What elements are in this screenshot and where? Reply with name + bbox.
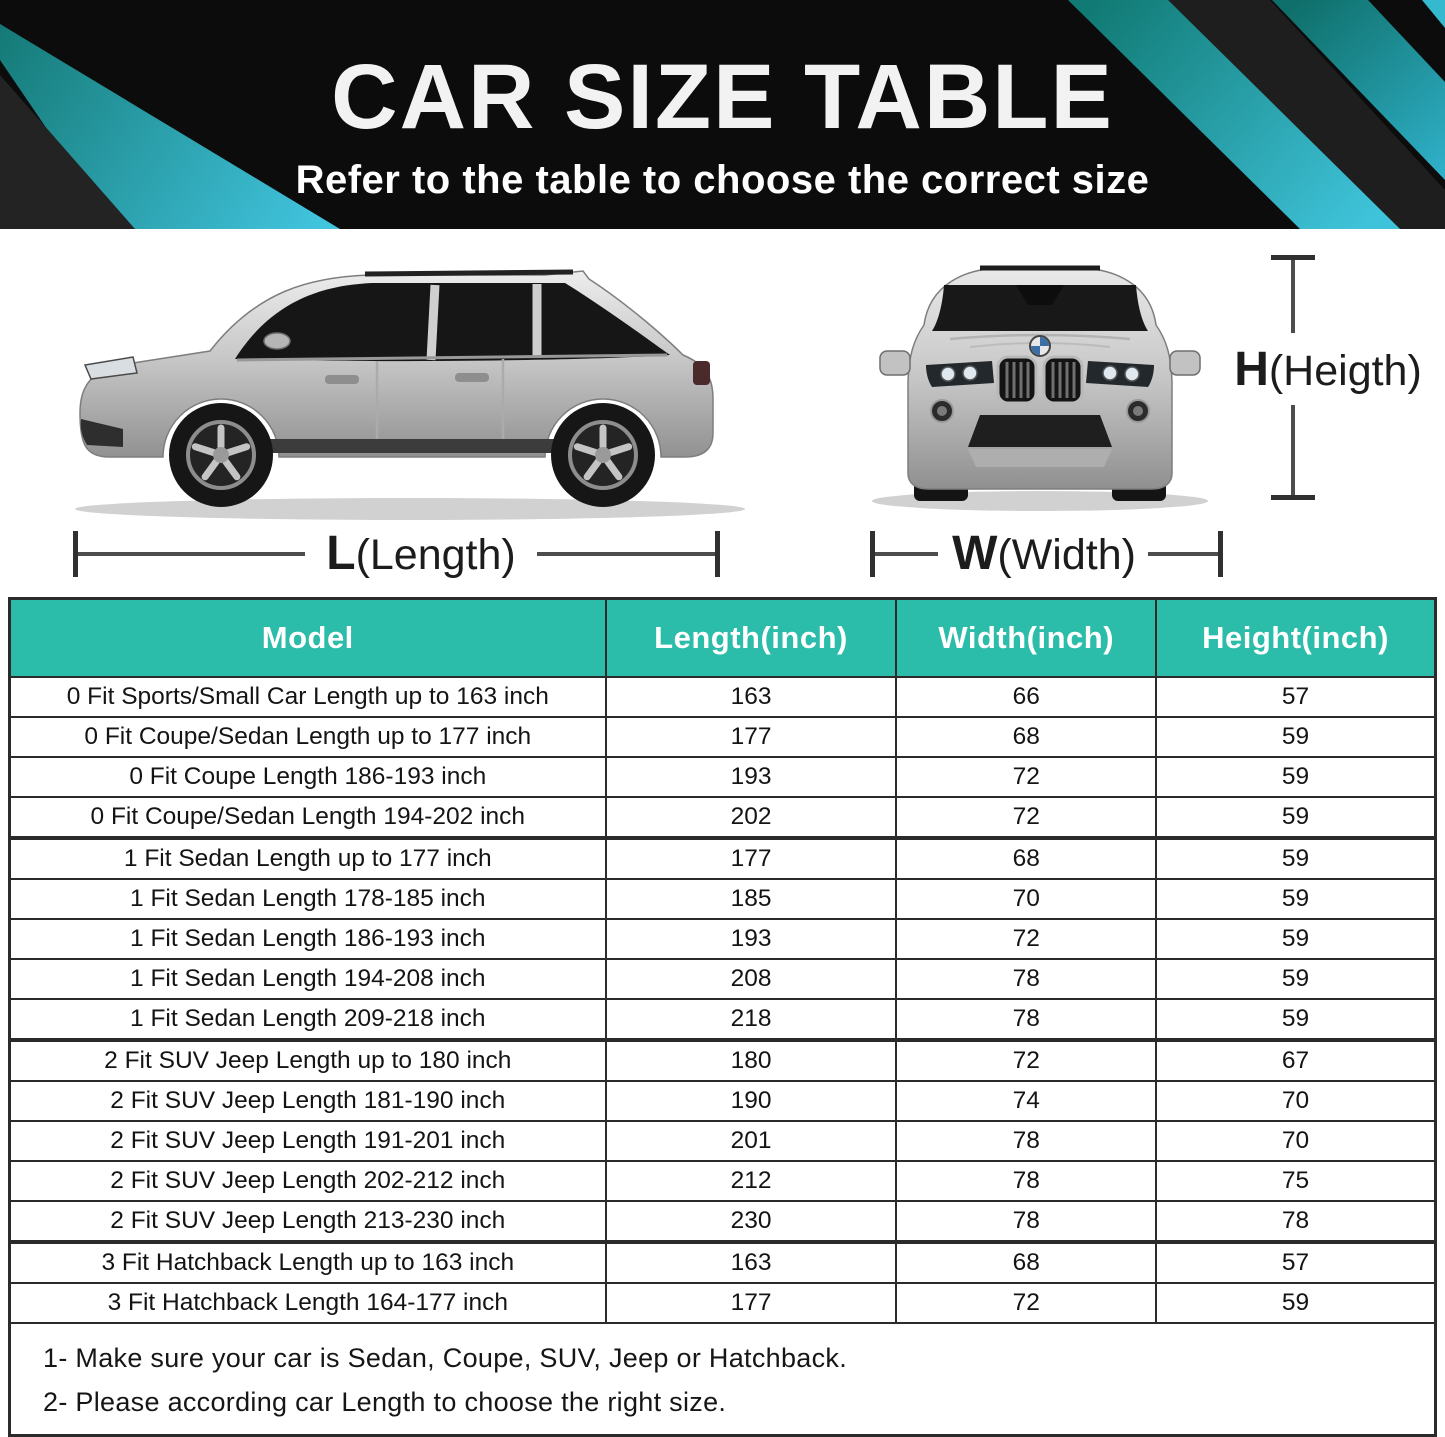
table-row (10, 919, 1436, 959)
left-fog-light-lens (937, 406, 947, 416)
width-label-word: (Width) (997, 531, 1136, 579)
note-2: 2- Please according car Length to choose the right size. (43, 1387, 727, 1417)
right-kidney-grille (1044, 357, 1082, 403)
length-cell: 212 (606, 1161, 897, 1201)
height-cell: 57 (1156, 677, 1436, 717)
column-header-height: Height(inch) (1156, 599, 1436, 678)
column-header-model: Model (10, 599, 606, 678)
lower-bumper-intake (968, 415, 1112, 447)
length-label-letter: L (326, 527, 356, 580)
car-size-table (8, 597, 1437, 1437)
side-car-illustration (25, 233, 785, 593)
length-cell: 177 (606, 717, 897, 757)
column-header-length: Length(inch) (606, 599, 897, 678)
width-cell: 72 (896, 1040, 1156, 1081)
column-header-width: Width(inch) (896, 599, 1156, 678)
length-cell: 185 (606, 879, 897, 919)
height-cell: 59 (1156, 717, 1436, 757)
length-cell: 163 (606, 677, 897, 717)
front-door-handle (325, 375, 359, 384)
width-cell: 78 (896, 959, 1156, 999)
model-cell: 1 Fit Sedan Length 178-185 inch (10, 879, 606, 919)
length-cell: 163 (606, 1242, 897, 1283)
model-cell: 0 Fit Coupe/Sedan Length 194-202 inch (10, 797, 606, 838)
front-wheel (169, 403, 273, 507)
width-cell: 78 (896, 1121, 1156, 1161)
height-cell: 57 (1156, 1242, 1436, 1283)
width-label (952, 527, 1136, 580)
height-cell: 78 (1156, 1201, 1436, 1242)
length-cell: 208 (606, 959, 897, 999)
model-cell: 1 Fit Sedan Length 186-193 inch (10, 919, 606, 959)
note-1: 1- Make sure your car is Sedan, Coupe, SUV, Jeep or Hatchback. (43, 1343, 847, 1373)
side-mirror (264, 333, 290, 349)
car-dimension-diagrams (0, 229, 1445, 597)
height-cell: 70 (1156, 1121, 1436, 1161)
width-cell: 68 (896, 717, 1156, 757)
front-car-illustration (830, 233, 1440, 593)
model-cell: 2 Fit SUV Jeep Length 191-201 inch (10, 1121, 606, 1161)
height-cell: 59 (1156, 838, 1436, 879)
height-cell: 67 (1156, 1040, 1436, 1081)
height-cell: 59 (1156, 959, 1436, 999)
right-headlight-ring-inner (1103, 366, 1117, 380)
right-side-mirror (1170, 351, 1200, 375)
width-cell: 72 (896, 797, 1156, 838)
rocker-panel-trim (265, 439, 595, 453)
height-cell: 70 (1156, 1081, 1436, 1121)
length-cell: 177 (606, 1283, 897, 1323)
table-row (10, 959, 1436, 999)
tail-lamp (693, 361, 710, 385)
model-cell: 1 Fit Sedan Length 194-208 inch (10, 959, 606, 999)
page-title: CAR SIZE TABLE (331, 46, 1114, 148)
table-row (10, 1040, 1436, 1081)
model-cell: 0 Fit Coupe Length 186-193 inch (10, 757, 606, 797)
model-cell: 2 Fit SUV Jeep Length 181-190 inch (10, 1081, 606, 1121)
table-row (10, 1201, 1436, 1242)
height-cell: 59 (1156, 757, 1436, 797)
left-kidney-grille (998, 357, 1036, 403)
length-cell: 177 (606, 838, 897, 879)
page-subtitle: Refer to the table to choose the correct size (295, 158, 1150, 203)
height-label (1234, 343, 1422, 396)
width-cell: 72 (896, 757, 1156, 797)
table-row (10, 838, 1436, 879)
height-cell: 75 (1156, 1161, 1436, 1201)
width-cell: 78 (896, 999, 1156, 1040)
table-row (10, 1242, 1436, 1283)
left-side-mirror (880, 351, 910, 375)
roof-rail (365, 272, 573, 274)
width-cell: 78 (896, 1201, 1156, 1242)
model-cell: 2 Fit SUV Jeep Length 202-212 inch (10, 1161, 606, 1201)
b-pillar (431, 285, 435, 360)
model-cell: 0 Fit Sports/Small Car Length up to 163 inch (10, 677, 606, 717)
right-headlight-ring-outer (1125, 367, 1139, 381)
table-row (10, 1121, 1436, 1161)
width-cell: 68 (896, 838, 1156, 879)
banner-text (0, 0, 1445, 203)
length-dimension-line (73, 527, 720, 580)
height-cell: 59 (1156, 1283, 1436, 1323)
bmw-roundel (1030, 336, 1050, 356)
table-row (10, 797, 1436, 838)
table-row (10, 1283, 1436, 1323)
right-fog-light-lens (1133, 406, 1143, 416)
rear-door-handle (455, 373, 489, 382)
bumper-skid-plate (968, 449, 1112, 467)
width-cell: 78 (896, 1161, 1156, 1201)
car-ground-shadow (75, 498, 745, 520)
model-cell: 2 Fit SUV Jeep Length up to 180 inch (10, 1040, 606, 1081)
height-label-letter: H (1234, 343, 1269, 396)
model-cell: 1 Fit Sedan Length up to 177 inch (10, 838, 606, 879)
length-label (326, 527, 516, 580)
table-header-row (10, 599, 1436, 678)
width-cell: 72 (896, 1283, 1156, 1323)
table-row (10, 1161, 1436, 1201)
model-cell: 1 Fit Sedan Length 209-218 inch (10, 999, 606, 1040)
length-cell: 202 (606, 797, 897, 838)
table-row (10, 999, 1436, 1040)
height-cell: 59 (1156, 797, 1436, 838)
length-cell: 201 (606, 1121, 897, 1161)
width-label-letter: W (952, 527, 998, 580)
width-dimension-line (870, 527, 1223, 580)
table-notes-row (10, 1323, 1436, 1436)
right-headlight (1086, 361, 1154, 387)
model-cell: 2 Fit SUV Jeep Length 213-230 inch (10, 1201, 606, 1242)
length-cell: 193 (606, 919, 897, 959)
rear-wheel (551, 403, 655, 507)
notes-cell (10, 1323, 1436, 1436)
left-headlight-ring-inner (963, 366, 977, 380)
model-cell: 0 Fit Coupe/Sedan Length up to 177 inch (10, 717, 606, 757)
table-row (10, 717, 1436, 757)
width-cell: 72 (896, 919, 1156, 959)
height-dimension-line (1234, 255, 1422, 500)
left-headlight-ring-outer (941, 367, 955, 381)
table-row (10, 1081, 1436, 1121)
left-headlight (926, 361, 994, 387)
length-cell: 190 (606, 1081, 897, 1121)
height-label-word: (Heigth) (1268, 347, 1422, 395)
model-cell: 3 Fit Hatchback Length 164-177 inch (10, 1283, 606, 1323)
length-cell: 180 (606, 1040, 897, 1081)
width-cell: 66 (896, 677, 1156, 717)
table-row (10, 677, 1436, 717)
width-cell: 70 (896, 879, 1156, 919)
length-cell: 218 (606, 999, 897, 1040)
height-cell: 59 (1156, 999, 1436, 1040)
banner (0, 0, 1445, 229)
table-row (10, 757, 1436, 797)
width-cell: 68 (896, 1242, 1156, 1283)
model-cell: 3 Fit Hatchback Length up to 163 inch (10, 1242, 606, 1283)
length-label-word: (Length) (355, 531, 516, 579)
height-cell: 59 (1156, 919, 1436, 959)
length-cell: 193 (606, 757, 897, 797)
length-cell: 230 (606, 1201, 897, 1242)
width-cell: 74 (896, 1081, 1156, 1121)
table-row (10, 879, 1436, 919)
height-cell: 59 (1156, 879, 1436, 919)
